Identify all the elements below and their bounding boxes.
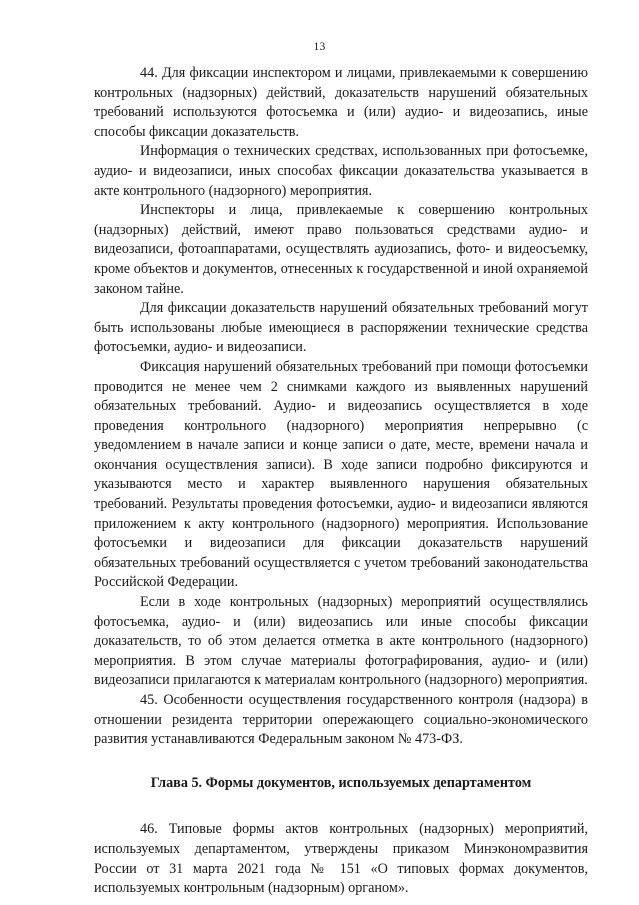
paragraph-photo-fixation: Фиксация нарушений обязательных требований при помощи фотосъемки проводится не менее чем 2 снимками каждого из выявленных нарушений обязательных требований. Аудио- и видеозапись осуществляется в ходе проведения контрольного (надзорного) мероприятия непрерывно (с уведомлением в начале записи и конце записи о дате, месте, времени начала и окончания осуществления записи). В ходе записи подробно фиксируются и указываются место и характер выявленного нарушения обязательных требований. Результаты проведения фотосъемки, аудио- и видеозаписи являются приложением к акту контрольного (надзорного) мероприятия. Использование фотосъемки и видеозаписи для фиксации доказательств нарушений обязательных требований осуществляется с учетом требований законодательства Российской Федерации. <box>94 358 588 591</box>
paragraph-technical-means: Информация о технических средствах, использованных при фотосъемке, аудио- и видеозаписи, иных способах фиксации доказательства указывается в акте контрольного (надзорного) мероприятия. <box>94 143 588 199</box>
page-number: 13 <box>313 41 326 53</box>
document-body <box>94 64 588 899</box>
paragraph-any-technical-means: Для фиксации доказательств нарушений обязательных требований могут быть использованы любые имеющиеся в распоряжении технические средства фотосъемки, аудио- и видеозаписи. <box>94 300 588 356</box>
chapter-title: Глава 5. Формы документов, используемых департаментом <box>150 774 532 791</box>
paragraph-44: 44. Для фиксации инспектором и лицами, привлекаемыми к совершению контрольных (надзорных) действий, доказательств нарушений обязательных требований используются фотосъемка и (или) аудио- и видеозапись, иные способы фиксации доказательств. <box>94 65 588 140</box>
paragraph-inspector-rights: Инспекторы и лица, привлекаемые к совершению контрольных (надзорных) действий, имеют право пользоваться средствами аудио- и видеозаписи, фотоаппаратами, осуществлять аудиозапись, фото- и видеосъемку, кроме объектов и документов, отнесенных к государственной и иной охраняемой законом тайне. <box>94 202 588 297</box>
paragraph-act-note: Если в ходе контрольных (надзорных) мероприятий осуществлялись фотосъемка, аудио- и (или) видеозапись или иные способы фиксации доказательств, то об этом делается отметка в акте контрольного (надзорного) мероприятия. В этом случае материалы фотографирования, аудио- и (или) видеозаписи прилагаются к материалам контрольного (надзорного) мероприятия. <box>94 594 588 689</box>
paragraph-45: 45. Особенности осуществления государственного контроля (надзора) в отношении резидента территории опережающего социально-экономического развития устанавливаются Федеральным законом № 473-ФЗ. <box>94 692 588 748</box>
paragraph-46: 46. Типовые формы актов контрольных (надзорных) мероприятий, используемых департаментом, утверждены приказом Минэкономразвития России от 31 марта 2021 года № 151 «О типовых формах документов, используемых контрольным (надзорным) органом». <box>94 821 588 897</box>
